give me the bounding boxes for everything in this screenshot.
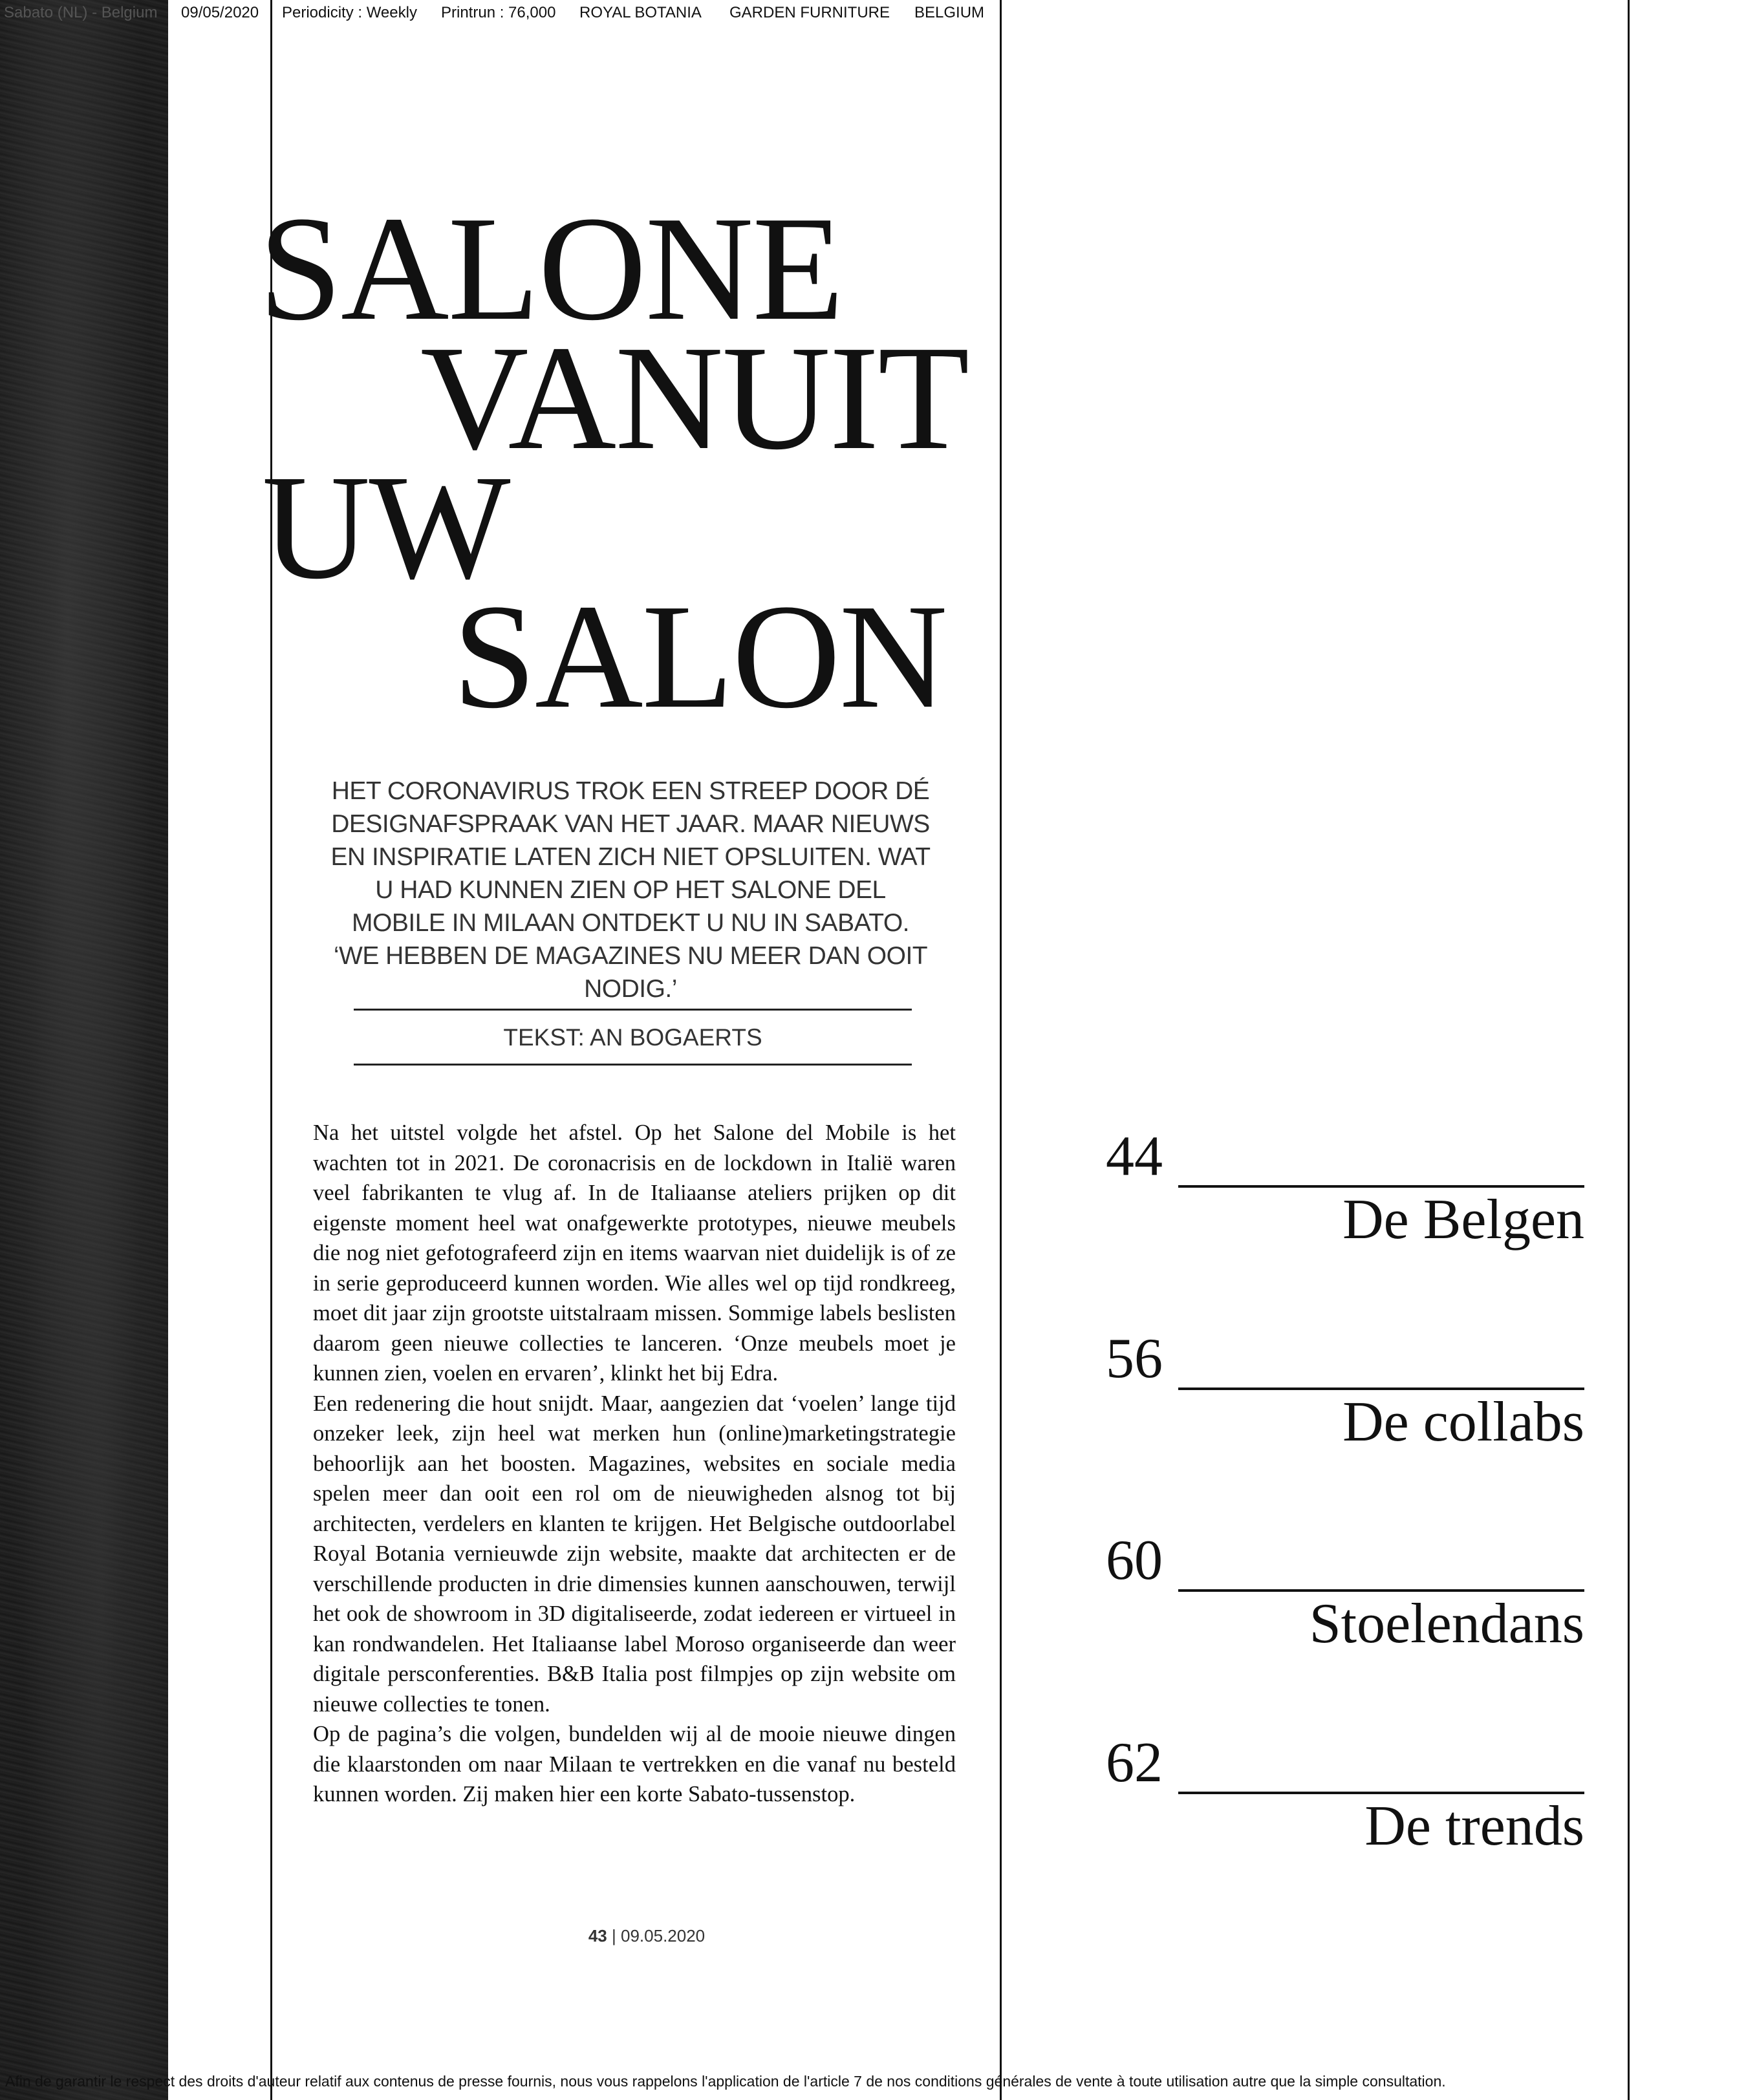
toc-page-number: 62 <box>1106 1731 1163 1794</box>
header-category: GARDEN FURNITURE <box>729 4 890 21</box>
header-client: ROYAL BOTANIA <box>579 4 702 21</box>
folio-page-number: 43 <box>588 1926 607 1945</box>
toc-rule <box>1178 1792 1584 1794</box>
column-divider-right <box>1628 0 1630 2100</box>
author-credit: TEKST: AN BOGAERTS <box>503 1024 762 1051</box>
toc-rule <box>1178 1589 1584 1592</box>
toc-title: De collabs <box>1342 1391 1584 1453</box>
header-date: 09/05/2020 <box>181 4 259 21</box>
headline-line-2: VANUIT <box>420 315 969 481</box>
body-paragraph: Na het uitstel volgde het afstel. Op het Salone del Mobile is het wachten tot in 2021. De coronacrisis en de lockdown in Italië waren veel fabrikanten te vlug af. In de Italiaanse ateliers prijken op dit eigenste moment heel wat onafgewerkte prototypes, nieuwe meubels die nog niet gefotografeerd zijn en items waarvan niet duidelijk is of ze in serie geproduceerd kunnen worden. Wie alles wel op tijd rondkreeg, moet dit jaar zijn grootste uitstalraam missen. Sommige labels beslisten daarom geen nieuwe collecties te lanceren. ‘Onze meubels moet je kunnen zien, voelen en ervaren’, klinkt het bij Edra. <box>313 1120 956 1386</box>
toc-rule <box>1178 1388 1584 1390</box>
article-body <box>313 1118 956 1810</box>
header-source: Sabato (NL) - Belgium <box>4 4 158 21</box>
body-paragraph: Op de pagina’s die volgen, bundelden wij al de mooie nieuwe dingen die klaarstonden om naar Milaan te vertrekken en die vanaf nu besteld kunnen worden. Zij maken hier een korte Sabato-tussenstop. <box>313 1722 956 1806</box>
header-printrun: Printrun : 76,000 <box>441 4 556 21</box>
header-country: BELGIUM <box>914 4 985 21</box>
press-clipping-header <box>0 0 1009 28</box>
body-paragraph: Een redenering die hout snijdt. Maar, aangezien dat ‘voelen’ lange tijd onzeker leek, zijn heel wat merken hun (online)marketingstrategie behoorlijk aan het boosten. Magazines, websites en sociale media spelen meer dan ooit een rol om de nieuwigheden alsnog tot bij architecten, verdelers en klanten te krijgen. Het Belgische outdoorlabel Royal Botania vernieuwde zijn website, maakte dat architecten er de verschillende producten in drie dimensies kunnen aanschouwen, terwijl het ook de showroom in 3D digitaliseerde, zodat iedereen er virtueel in kan rondwandelen. Het Italiaanse label Moroso organiseerde dan weer digitale persconferenties. B&B Italia post filmpjes op zijn website om nieuwe collecties te tonen. <box>313 1391 956 1717</box>
toc-page-number: 44 <box>1106 1125 1163 1188</box>
toc-title: De Belgen <box>1342 1188 1584 1251</box>
toc-title: De trends <box>1364 1795 1584 1858</box>
credit-rule-bottom <box>354 1064 912 1066</box>
toc-title: Stoelendans <box>1309 1592 1584 1655</box>
copyright-notice: Afin de garantir le respect des droits d'auteur relatif aux contenus de presse fournis, nous vous rappelons l'application de l'article 7 de nos conditions générales de vente à toute utilisation autre que la simple consultation. <box>5 2073 1446 2090</box>
headline-line-3: UW <box>262 444 510 610</box>
folio-date: 09.05.2020 <box>621 1926 706 1945</box>
folio-separator: | <box>612 1926 616 1945</box>
toc-item <box>1106 1125 1584 1309</box>
header-periodicity: Periodicity : Weekly <box>282 4 417 21</box>
column-divider-middle <box>1000 0 1002 2100</box>
headline-line-4: SALON <box>453 573 947 740</box>
toc-item <box>1106 1731 1584 1916</box>
toc-page-number: 56 <box>1106 1327 1163 1390</box>
headline-line-1: SALONE <box>259 186 843 352</box>
toc-item <box>1106 1327 1584 1512</box>
toc-item <box>1106 1529 1584 1713</box>
credit-rule-top <box>354 1009 912 1011</box>
page-folio <box>582 1926 711 1946</box>
background-photo-strip <box>0 0 168 2100</box>
toc-rule <box>1178 1185 1584 1188</box>
toc-page-number: 60 <box>1106 1529 1163 1592</box>
intro-lead: HET CORONAVIRUS TROK EEN STREEP DOOR DÉ DESIGNAFSPRAAK VAN HET JAAR. MAAR NIEUWS EN INSPIRATIE LATEN ZICH NIET OPSLUITEN. WAT U HAD KUNNEN ZIEN OP HET SALONE DEL MOBILE IN MILAAN ONTDEKT U NU IN SABATO. ‘WE HEBBEN DE MAGAZINES NU MEER DAN OOIT NODIG.’ <box>330 777 931 1003</box>
